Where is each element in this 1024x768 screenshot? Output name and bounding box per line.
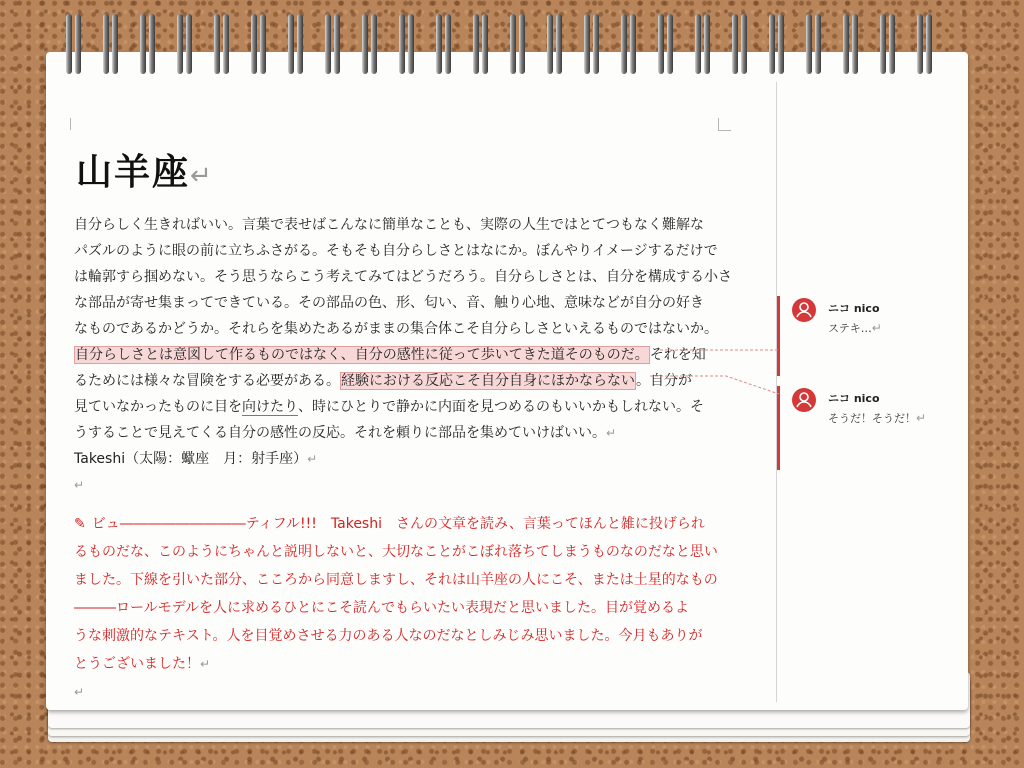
title-text: 山羊座 xyxy=(76,152,191,193)
binding-ring xyxy=(658,14,678,76)
document-page xyxy=(46,52,776,710)
binding-ring xyxy=(473,14,493,76)
essay-body xyxy=(74,212,754,498)
binding-ring xyxy=(288,14,308,76)
binding-ring xyxy=(769,14,789,76)
comment-body: ステキ… xyxy=(828,322,872,335)
reviewer-note xyxy=(74,510,754,706)
binding-ring xyxy=(584,14,604,76)
binding-ring xyxy=(806,14,826,76)
essay-line xyxy=(74,368,754,394)
binding-ring xyxy=(251,14,271,76)
comment-text xyxy=(828,320,882,336)
binding-ring xyxy=(399,14,419,76)
margin-corner-mark xyxy=(718,118,731,131)
underlined-text: 向けたり xyxy=(242,399,298,415)
paragraph-mark-icon: ↵ xyxy=(307,452,318,466)
essay-line xyxy=(74,342,754,368)
notebook-page xyxy=(46,52,968,710)
binding-ring xyxy=(66,14,86,76)
paragraph-mark-icon: ↵ xyxy=(916,411,927,425)
comment-author: ニコ nico xyxy=(828,302,880,315)
binding-ring xyxy=(917,14,937,76)
note-line: るものだな、このようにちゃんと説明しないと、大切なことがこぼれ落ちてしまうものなのだなと思い xyxy=(74,544,718,560)
comment-text xyxy=(828,410,926,426)
note-line: ―――ロールモデルを人に求めるひとにこそ読んでもらいたい表現だと思いました。目が覚めるよ xyxy=(74,600,690,616)
binding-ring xyxy=(325,14,345,76)
essay-line xyxy=(74,420,754,446)
binding-ring xyxy=(547,14,567,76)
binding-ring xyxy=(732,14,752,76)
binding-ring xyxy=(436,14,456,76)
comment-card[interactable] xyxy=(777,296,972,376)
page-title xyxy=(76,144,214,195)
avatar xyxy=(792,298,816,322)
note-line: ました。下線を引いた部分、こころから同意しますし、それは山羊座の人にこそ、または土星的なもの xyxy=(74,572,718,588)
essay-line: 自分らしく生きればいい。言葉で表せばこんなに簡単なことも、実際の人生ではとてつもなく難解な xyxy=(74,217,704,233)
comment-author: ニコ nico xyxy=(828,392,880,405)
essay-text: 、時にひとりで静かに内面を見つめるのもいいかもしれない。そ xyxy=(298,399,704,415)
commented-highlight[interactable]: 自分らしさとは意図して作るものではなく、自分の感性に従って歩いてきた道そのものだ。 xyxy=(75,347,649,363)
essay-text: それを知 xyxy=(649,347,706,363)
binding-ring xyxy=(880,14,900,76)
binding-ring xyxy=(843,14,863,76)
paragraph-mark-icon: ↵ xyxy=(871,321,882,335)
comment-pane xyxy=(776,82,969,702)
essay-line xyxy=(74,394,754,420)
binding-ring xyxy=(621,14,641,76)
binding-ring xyxy=(695,14,715,76)
essay-line: なものであるかどうか。それらを集めたあるがままの集合体こそ自分らしさといえるものではないか。 xyxy=(74,321,718,337)
binding-ring xyxy=(103,14,123,76)
paragraph-mark-icon: ↵ xyxy=(74,478,85,492)
note-line: うな刺激的なテキスト。人を目覚めさせる力のある人なのだなとしみじみ思いました。今月もありが xyxy=(74,628,703,644)
note-line xyxy=(74,510,754,538)
avatar xyxy=(792,388,816,412)
binding-ring xyxy=(140,14,160,76)
binding-ring xyxy=(177,14,197,76)
binding-ring xyxy=(362,14,382,76)
paragraph-mark-icon: ↵ xyxy=(190,161,214,191)
note-line xyxy=(74,650,754,678)
essay-text: 。自分が xyxy=(636,373,692,389)
paragraph-mark-icon: ↵ xyxy=(74,685,85,699)
essay-line: パズルのように眼の前に立ちふさがる。そもそも自分らしさとはなにか。ぼんやりイメージするだけで xyxy=(74,243,718,259)
user-icon xyxy=(792,388,816,412)
note-text: とうございました！ xyxy=(74,656,200,672)
author-line xyxy=(74,446,754,472)
essay-line: な部品が寄せ集まってできている。その部品の色、形、匂い、音、触り心地、意味などが自分の好き xyxy=(74,295,704,311)
pencil-icon: ✎ xyxy=(74,516,86,532)
essay-text: 見ていなかったものに目を xyxy=(74,399,242,415)
empty-paragraph xyxy=(74,678,754,706)
paragraph-mark-icon: ↵ xyxy=(606,426,617,440)
commented-highlight[interactable]: 経験における反応こそ自分自身にほかならない xyxy=(341,373,635,389)
comment-body: そうだ！そうだ！ xyxy=(828,412,916,425)
binding-ring xyxy=(214,14,234,76)
note-text: ビュ―――――――――ティフル!!! Takeshi さんの文章を読み、言葉ってほんと雑に投げられ xyxy=(91,516,705,532)
author-signature: Takeshi（太陽：蠍座 月：射手座） xyxy=(74,451,308,467)
essay-text: るためには様々な冒険をする必要がある。 xyxy=(74,373,340,389)
binding-ring xyxy=(510,14,530,76)
paragraph-mark-icon: ↵ xyxy=(200,657,211,671)
margin-corner-mark xyxy=(58,118,71,130)
empty-paragraph xyxy=(74,472,754,498)
comment-card[interactable] xyxy=(777,386,972,470)
user-icon xyxy=(792,298,816,322)
essay-text: うすることで見えてくる自分の感性の反応。それを頼りに部品を集めていけばいい。 xyxy=(74,425,606,441)
essay-line: は輪郭すら掴めない。そう思うならこう考えてみてはどうだろう。自分らしさとは、自分を構成する小さ xyxy=(74,269,732,285)
